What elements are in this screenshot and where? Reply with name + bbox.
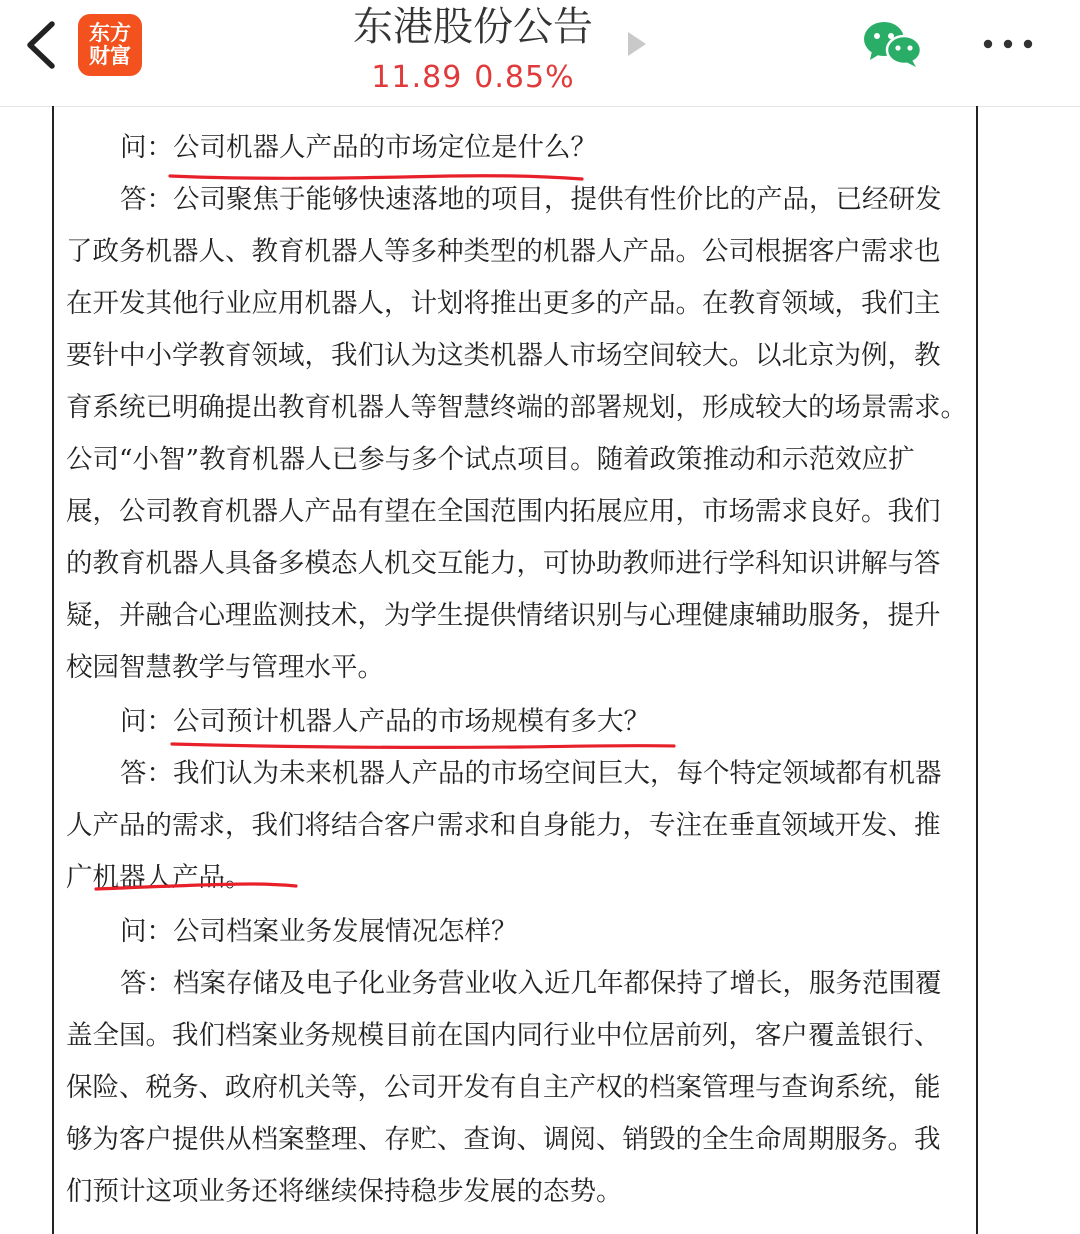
text-line: 保险、税务、政府机关等，公司开发有自主产权的档案管理与查询系统，能 <box>66 1072 941 1103</box>
text-line: 疑，并融合心理监测技术，为学生提供情绪识别与心理健康辅助服务，提升 <box>66 600 941 631</box>
text-line: 在开发其他行业应用机器人，计划将推出更多的产品。在教育领域，我们主 <box>66 288 941 319</box>
answer-line: 答：档案存储及电子化业务营业收入近几年都保持了增长，服务范围覆 <box>120 968 942 999</box>
text-line: 了政务机器人、教育机器人等多种类型的机器人产品。公司根据客户需求也 <box>66 236 941 267</box>
text-line: 盖全国。我们档案业务规模目前在国内同行业中位居前列，客户覆盖银行、 <box>66 1020 941 1051</box>
red-underline-mark <box>170 176 582 179</box>
stock-price: 11.89 <box>371 60 463 95</box>
answer-line: 答：公司聚焦于能够快速落地的项目，提供有性价比的产品，已经研发 <box>120 184 942 215</box>
question-line: 问：公司档案业务发展情况怎样？ <box>120 916 518 947</box>
stock-change: 0.85% <box>474 60 575 95</box>
text-line: 够为客户提供从档案整理、存贮、查询、调阅、销毁的全生命周期服务。我 <box>66 1124 941 1155</box>
text-line: 校园智慧教学与管理水平。 <box>66 652 384 683</box>
red-underline-mark <box>96 884 296 889</box>
text-line: 展，公司教育机器人产品有望在全国范围内拓展应用，市场需求良好。我们 <box>66 496 941 527</box>
text-line: 广机器人产品。 <box>66 862 252 893</box>
text-line: 要针中小学教育领域，我们认为这类机器人市场空间较大。以北京为例，教 <box>66 340 941 371</box>
text-line: 的教育机器人具备多模态人机交互能力，可协助教师进行学科知识讲解与答 <box>66 548 941 579</box>
question-line: 问：公司机器人产品的市场定位是什么？ <box>120 132 597 163</box>
logo-text-top: 东方 <box>89 21 131 45</box>
text-line: 育系统已明确提出教育机器人等智慧终端的部署规划，形成较大的场景需求。 <box>66 392 967 423</box>
text-line: 公司“小智”教育机器人已参与多个试点项目。随着政策推动和示范效应扩 <box>66 444 915 475</box>
red-underline-mark <box>172 744 674 747</box>
text-line: 们预计这项业务还将继续保持稳步发展的态势。 <box>66 1176 623 1207</box>
answer-line: 答：我们认为未来机器人产品的市场空间巨大，每个特定领域都有机器 <box>120 758 942 789</box>
logo-text-bottom: 财富 <box>89 44 131 68</box>
question-line: 问：公司预计机器人产品的市场规模有多大？ <box>120 706 650 737</box>
page-title[interactable]: 东港股份公告 <box>353 4 593 50</box>
text-line: 人产品的需求，我们将结合客户需求和自身能力，专注在垂直领域开发、推 <box>66 810 941 841</box>
